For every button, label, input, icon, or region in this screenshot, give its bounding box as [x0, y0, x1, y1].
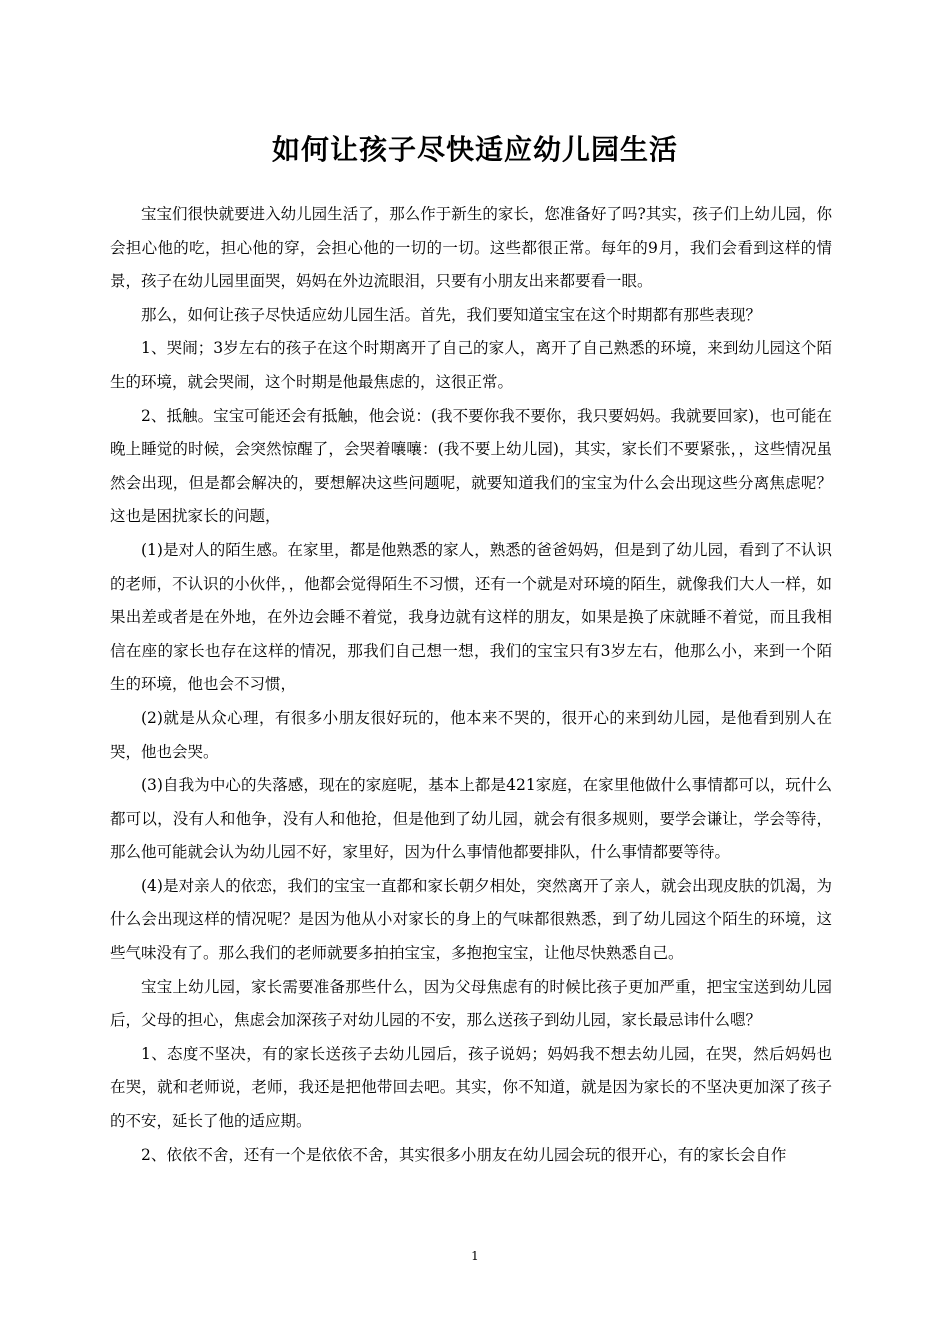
paragraph: 1、哭闹；3岁左右的孩子在这个时期离开了自己的家人，离开了自己熟悉的环境，来到幼儿园这个陌生的环境，就会哭闹，这个时期是他最焦虑的，这很正常。 [110, 339, 832, 391]
document-title: 如何让孩子尽快适应幼儿园生活 [271, 133, 678, 166]
paragraph: 2、依依不舍，还有一个是依依不舍，其实很多小朋友在幼儿园会玩的很开心，有的家长会自作 [141, 1145, 787, 1164]
page-number: 1 [471, 1249, 479, 1263]
paragraph: (3)自我为中心的失落感，现在的家庭呢，基本上都是421家庭，在家里他做什么事情都可以，玩什么都可以，没有人和他争，没有人和他抢，但是他到了幼儿园，就会有很多规则，要学会谦让，学会等待，那么他可能就会认为幼儿园不好，家里好，因为什么事情他都要排队，什么事情都要等待。 [110, 776, 832, 862]
paragraph: (2)就是从众心理，有很多小朋友很好玩的，他本来不哭的，很开心的来到幼儿园，是他看到别人在哭，他也会哭。 [110, 708, 832, 761]
paragraph: 宝宝们很快就要进入幼儿园生活了，那么作于新生的家长，您准备好了吗?其实，孩子们上幼儿园，你会担心他的吃，担心他的穿，会担心他的一切的一切。这些都很正常。每年的9月，我们会看到这样的情景，孩子在幼儿园里面哭，妈妈在外边流眼泪，只要有小朋友出来都要看一眼。 [110, 205, 832, 291]
paragraph: 那么，如何让孩子尽快适应幼儿园生活。首先，我们要知道宝宝在这个时期都有那些表现？ [141, 305, 762, 324]
paragraph: (4)是对亲人的依恋，我们的宝宝一直都和家长朝夕相处，突然离开了亲人，就会出现皮肤的饥渴，为什么会出现这样的情况呢？是因为他从小对家长的身上的气味都很熟悉，到了幼儿园这个陌生的环境，这些气味没有了。那么我们的老师就要多拍拍宝宝，多抱抱宝宝，让他尽快熟悉自己。 [110, 876, 832, 963]
paragraph: 2、抵触。宝宝可能还会有抵触，他会说：(我不要你我不要你，我只要妈妈。我就要回家)，也可能在晚上睡觉的时候，会突然惊醒了，会哭着嚷嚷：(我不要上幼儿园)，其实，家长们不要紧张，，这些情况虽然会出现，但是都会解决的，要想解决这些问题呢，就要知道我们的宝宝为什么会出现这些分离焦虑呢？这也是困扰家长的问题， [110, 406, 832, 526]
paragraph: 1、态度不坚决，有的家长送孩子去幼儿园后，孩子说妈；妈妈我不想去幼儿园，在哭，然后妈妈也在哭，就和老师说，老师，我还是把他带回去吧。其实，你不知道，就是因为家长的不坚决更加深了孩子的不安，延长了他的适应期。 [110, 1044, 832, 1131]
document-body [110, 198, 832, 1172]
paragraph: 宝宝上幼儿园，家长需要准备那些什么，因为父母焦虑有的时候比孩子更加严重，把宝宝送到幼儿园后，父母的担心，焦虑会加深孩子对幼儿园的不安，那么送孩子到幼儿园，家长最忌讳什么嗯？ [110, 977, 832, 1030]
paragraph: (1)是对人的陌生感。在家里，都是他熟悉的家人，熟悉的爸爸妈妈，但是到了幼儿园，看到了不认识的老师，不认识的小伙伴，，他都会觉得陌生不习惯，还有一个就是对环境的陌生，就像我们大人一样，如果出差或者是在外地，在外边会睡不着觉，我身边就有这样的朋友，如果是换了床就睡不着觉，而且我相信在座的家长也存在这样的情况，那我们自己想一想，我们的宝宝只有3岁左右，他那么小，来到一个陌生的环境，他也会不习惯， [110, 540, 832, 694]
